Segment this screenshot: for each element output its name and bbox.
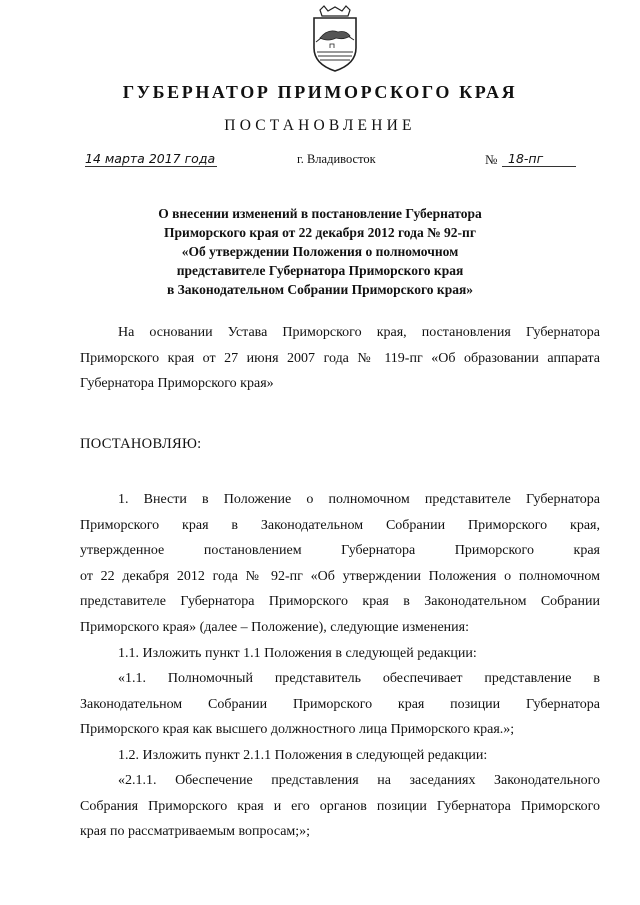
- title-line: Приморского края от 22 декабря 2012 года № 92-пг: [164, 225, 476, 240]
- item-1-2-paragraph: [80, 743, 600, 769]
- preamble-line: На основании Устава Приморского края, постановления Губернатора: [118, 325, 600, 340]
- item-1-line: Приморского края» (далее – Положение), следующие изменения:: [80, 619, 469, 635]
- title-line: в Законодательном Собрании Приморского края»: [166, 282, 474, 297]
- item-1-line: Приморского края в Законодательном Собрании Приморского края,: [80, 517, 600, 533]
- item-1-line: представителе Губернатора Приморского края в Законодательном Собрании: [80, 594, 600, 610]
- quote-line: «1.1. Полномочный представитель обеспечивает представление в: [118, 671, 600, 686]
- quote-line: Приморского края как высшего должностного лица Приморского края.»;: [80, 722, 515, 738]
- title-line: «Об утверждении Положения о полномочном: [181, 244, 459, 259]
- decree-word: ПОСТАНОВЛЯЮ:: [80, 436, 202, 452]
- title-line: представителе Губернатора Приморского края: [176, 263, 464, 278]
- item-1-1-quote: [80, 666, 600, 743]
- item-1-line: от 22 декабря 2012 года № 92-пг «Об утверждении Положения о полномочном: [80, 568, 600, 584]
- preamble-paragraph: [80, 320, 600, 397]
- item-1-1-paragraph: [80, 641, 600, 667]
- item-1-2-line: 1.2. Изложить пункт 2.1.1 Положения в следующей редакции:: [118, 748, 488, 763]
- document-type: ПОСТАНОВЛЕНИЕ: [224, 117, 416, 134]
- item-1-1-line: 1.1. Изложить пункт 1.1 Положения в следующей редакции:: [118, 646, 477, 661]
- decree-city: г. Владивосток: [297, 152, 376, 166]
- document-title: [80, 204, 560, 299]
- quote-line: «2.1.1. Обеспечение представления на заседаниях Законодательного: [118, 773, 600, 788]
- preamble-line: Губернатора Приморского края»: [80, 376, 274, 392]
- item-2-1-1-quote: [80, 768, 600, 845]
- coat-of-arms-emblem: [300, 4, 370, 74]
- number-label: №: [485, 152, 498, 167]
- item-1-line: 1. Внести в Положение о полномочном представителе Губернатора: [118, 492, 600, 507]
- title-line: О внесении изменений в постановление Губернатора: [158, 206, 482, 221]
- item-1-line: утвержденное постановлением Губернатора Приморского края: [80, 543, 600, 559]
- quote-line: Собрания Приморского края и его органов позиции Губернатора Приморского: [80, 798, 600, 814]
- decree-number: 18-пг: [502, 151, 576, 167]
- decree-date: 14 марта 2017 года: [85, 151, 216, 166]
- quote-line: края по рассматриваемым вопросам;»;: [80, 824, 311, 840]
- preamble-line: Приморского края от 27 июня 2007 года № 119-пг «Об образовании аппарата: [80, 350, 600, 366]
- quote-line: Законодательном Собрании Приморского края позиции Губернатора: [80, 696, 600, 712]
- item-1-paragraph: [80, 487, 600, 641]
- issuing-authority: ГУБЕРНАТОР ПРИМОРСКОГО КРАЯ: [122, 82, 518, 102]
